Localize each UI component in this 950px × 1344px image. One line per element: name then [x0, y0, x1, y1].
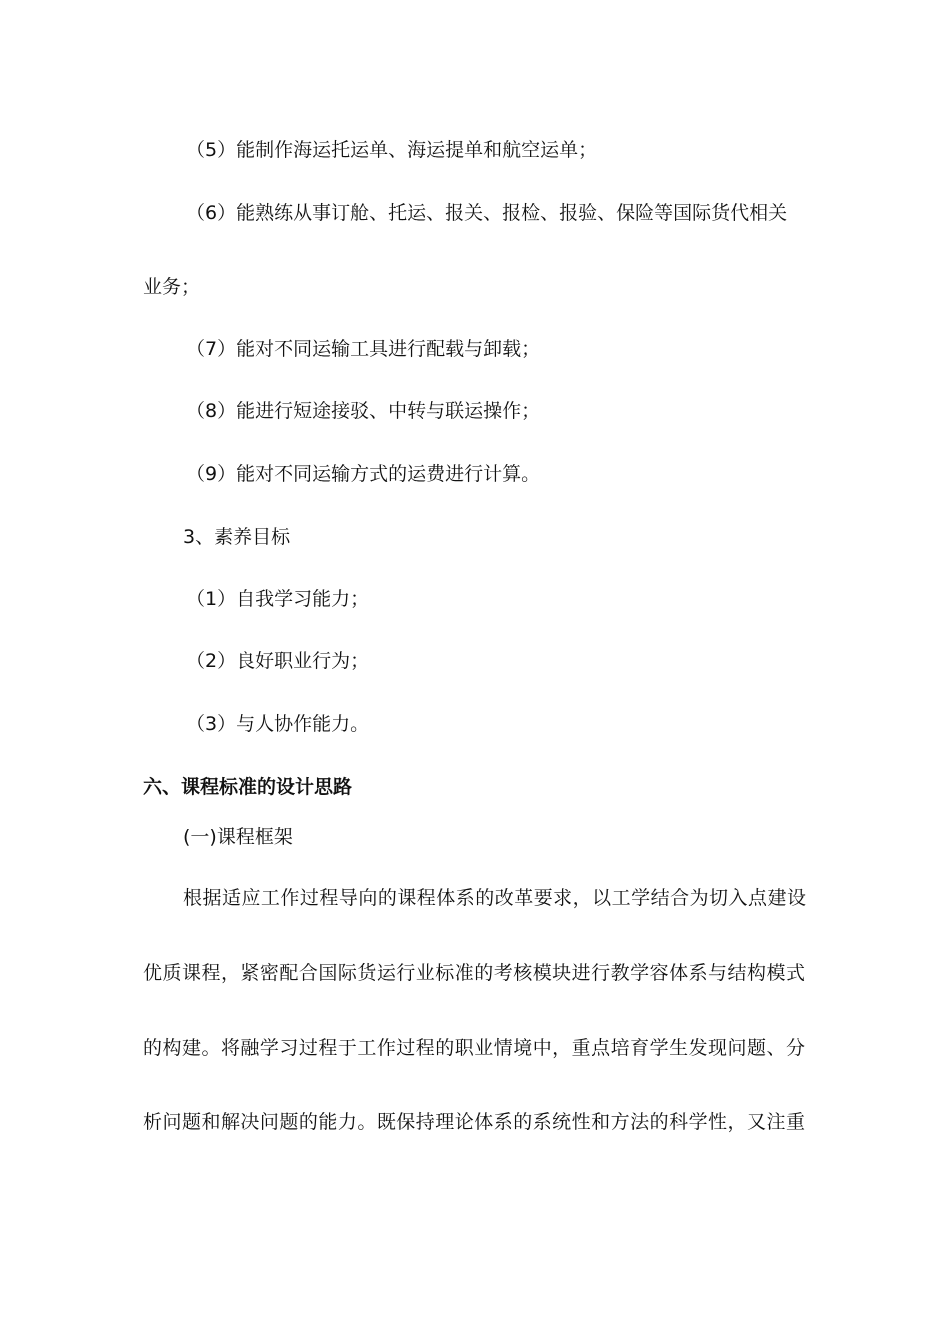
literacy-item-1: （1）自我学习能力；: [186, 588, 370, 610]
subsection-heading-course-framework: (一)课程框架: [183, 826, 293, 848]
literacy-item-2: （2）良好职业行为；: [186, 650, 370, 672]
paragraph-line-2: 优质课程，紧密配合国际货运行业标准的考核模块进行教学容体系与结构模式: [143, 962, 805, 984]
list-item-6-continuation: 业务；: [143, 276, 201, 298]
paragraph-line-3: 的构建。将融学习过程于工作过程的职业情境中，重点培育学生发现问题、分: [143, 1037, 805, 1059]
subsection-heading-literacy-goals: 3、素养目标: [183, 526, 291, 548]
section-heading-6: 六、课程标准的设计思路: [143, 776, 353, 798]
paragraph-line-1: 根据适应工作过程导向的课程体系的改革要求，以工学结合为切入点建设: [183, 887, 806, 909]
literacy-item-3: （3）与人协作能力。: [186, 713, 370, 735]
paragraph-line-4: 析问题和解决问题的能力。既保持理论体系的系统性和方法的科学性，又注重: [143, 1111, 805, 1133]
list-item-6: （6）能熟练从事订舱、托运、报关、报检、报验、保险等国际货代相关: [186, 202, 788, 224]
list-item-9: （9）能对不同运输方式的运费进行计算。: [186, 463, 541, 485]
list-item-7: （7）能对不同运输工具进行配载与卸载；: [186, 338, 541, 360]
list-item-8: （8）能进行短途接驳、中转与联运操作；: [186, 400, 541, 422]
list-item-5: （5）能制作海运托运单、海运提单和航空运单；: [186, 139, 598, 161]
